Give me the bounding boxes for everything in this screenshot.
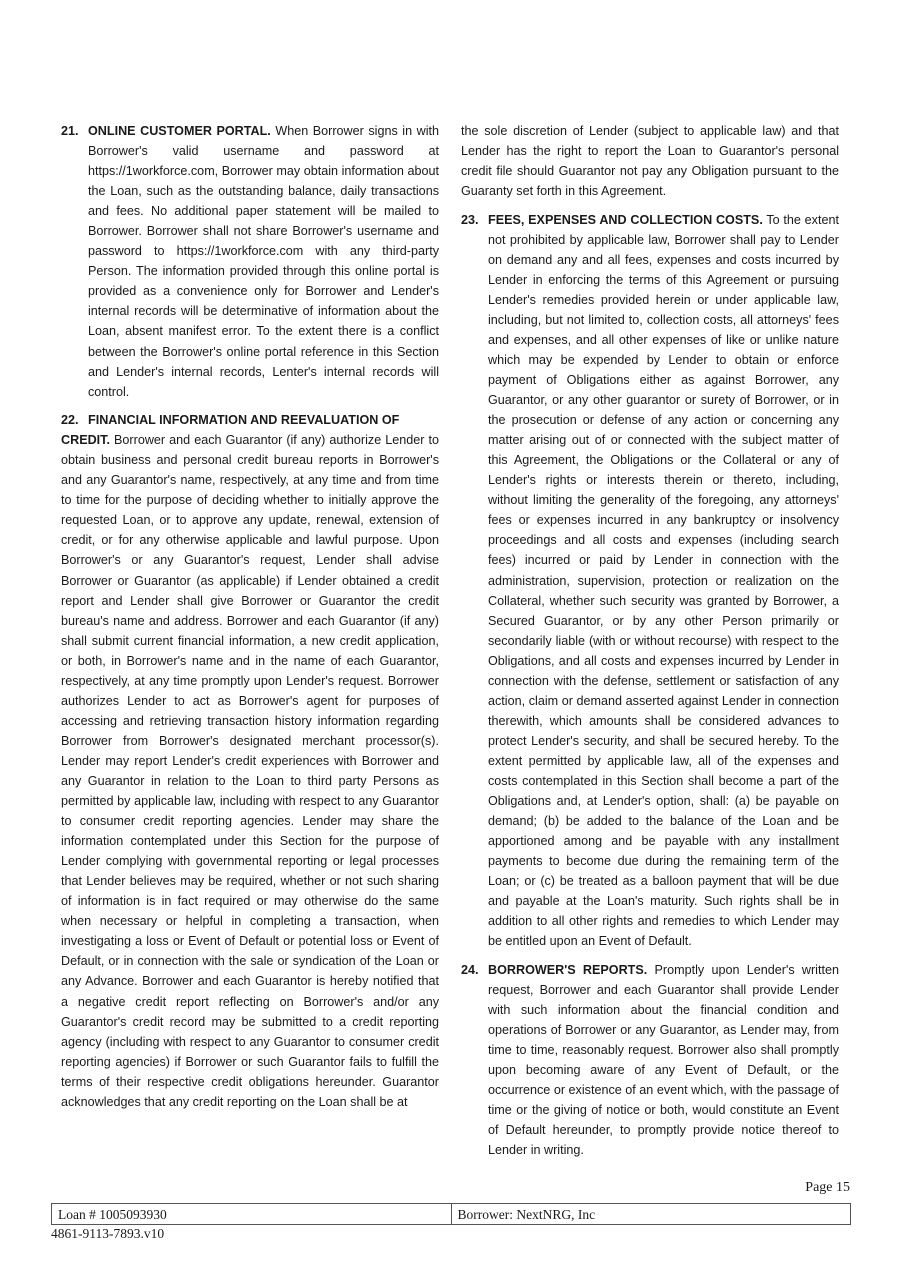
footer-table [51,1203,851,1225]
page-number: Page 15 [805,1180,850,1195]
section-heading: FEES, EXPENSES AND COLLECTION COSTS. [488,212,763,227]
section-heading: BORROWER'S REPORTS. [488,962,648,977]
section-body: Borrower and each Guarantor (if any) authorize Lender to obtain business and personal credit bureau reports in Borrower's and any Guarantor's name, respectively, at any time and from time to time for the purpose of deciding whether to initially approve the requested Loan, or to approve any update, renewal, extension of credit, or for any otherwise applicable and lawful purpose. Upon Borrower's or any Guarantor's request, Lender shall advise Borrower or Guarantor (as applicable) if Lender obtained a credit report and Lender shall give Borrower or Guarantor the credit bureau's name and address. Borrower and each Guarantor (if any) shall submit current financial information, a new credit application, or both, in Borrower's name and in the name of each Guarantor, respectively, at any time promptly upon Lender's request. Borrower authorizes Lender to act as Borrower's agent for purposes of accessing and retrieving transaction history information regarding Borrower from Borrower's designated merchant processor(s). Lender may report Lender's credit experiences with Borrower and any Guarantor in relation to the Loan to third party Persons as permitted by applicable law, including with respect to any Guarantor to consumer credit reporting agencies. Lender may share the information contemplated under this Section for the purpose of Lender complying with governmental reporting or legal processes that Lender believes may be required, whether or not such sharing of information is in fact required or may otherwise do the same when necessary or helpful in completing a transaction, when investigating a loss or Event of Default or potential loss or Event of Default, or in connection with the sale or syndication of the Loan or any Advance. Borrower and each Guarantor is hereby notified that a negative credit report reflecting on Borrower's and/or any Guarantor's credit record may be submitted to a credit reporting agency (including with respect to any Guarantor to consumer credit reporting agencies) if Borrower or such Guarantor fails to fulfill the terms of their respective credit obligations hereunder. Guarantor acknowledges that any credit reporting on the Loan shall be at [61,433,439,1109]
section-body: Promptly upon Lender's written request, Borrower and each Guarantor shall provide Lender with such information about the financial condition and operations of Borrower or any Guarantor, as Lender may, from time to time, reasonably request. Borrower also shall promptly upon becoming aware of any Event of Default, or the occurrence or existence of an event which, with the passage of time or the giving of notice or both, would constitute an Event of Default hereunder, to promptly provide notice thereof to Lender in writing. [488,962,839,1158]
section-number: 22. [61,413,79,428]
section-body: When Borrower signs in with Borrower's valid username and password at https://1workforce.com, Borrower may obtain information about the Loan, such as the outstanding balance, daily transactions and fees. No additional paper statement will be mailed to Borrower. Borrower shall not share Borrower's username and password to https://1workforce.com with any third-party Person. The information provided through this online portal is provided as a convenience only for Borrower and Lender's internal records will be determinative of information about the Loan, absent manifest error. To the extent there is a conflict between the Borrower's online portal reference in this Section and Lender's internal records, Lenter's internal records will control. [88,124,439,399]
section-body: To the extent not prohibited by applicable law, Borrower shall pay to Lender on demand any and all fees, expenses and costs incurred by Lender in enforcing the terms of this Agreement or pursuing Lender's remedies provided herein or under applicable law, including, but not limited to, collection costs, all attorneys' fees and expenses, and all other expenses of like or unlike nature which may be expended by Lender to obtain or enforce payment of Obligations either as against Borrower, any Guarantor, or any other guarantor or surety of Borrower, or in the prosecution or defense of any action or concerning any matter arising out of or connected with the subject matter of this Agreement, the Obligations or the Collateral or any of Lender's rights or interests therein or thereto, including, without limiting the generality of the foregoing, any attorneys' fees or expenses incurred in any bankruptcy or insolvency proceedings and all costs and expenses (including search fees) incurred or paid by Lender in connection with the administration, supervision, protection or realization on the Collateral, whether such security was granted by Borrower, a Secured Guarantor, or by any other Person primarily or secondarily liable (with or without recourse) with respect to the Obligations, and all costs and expenses incurred by Lender in connection with the defense, settlement or satisfaction of any action, claim or demand asserted against Lender in connection therewith, which amounts shall be considered advances to protect Lender's security, and shall be secured hereby. To the extent permitted by applicable law, all of the expenses and costs contemplated in this Section shall become a part of the Obligations and, at Lender's option, shall: (a) be payable on demand; (b) be added to the balance of the Loan and be apportioned among and be payable with any installment payments to become due during the remaining term of the Loan; or (c) be treated as a balloon payment that will be due and payable at the Loan's maturity. Such rights shall be in addition to all other rights and remedies to which Lender may be entitled upon an Event of Default. [488,212,839,949]
section-22-continuation: the sole discretion of Lender (subject to applicable law) and that Lender has the right to report the Loan to Guarantor's personal credit file should Guarantor not pay any Obligation pursuant to the Guaranty set forth in this Agreement. [461,124,839,199]
left-column [61,121,439,1120]
section-heading-line1: FINANCIAL INFORMATION AND REEVALUATION OF [88,413,400,428]
document-id: 4861-9113-7893.v10 [51,1226,165,1241]
right-column [461,121,839,1169]
section-23 [461,210,839,952]
section-body-paragraph [61,430,439,1112]
section-22 [61,410,439,1112]
section-heading [61,410,439,430]
section-number: 23. [461,212,479,227]
section-21 [61,121,439,402]
section-24 [461,960,839,1160]
borrower-name: Borrower: NextNRG, Inc [451,1204,851,1224]
section-heading: ONLINE CUSTOMER PORTAL. [88,124,271,138]
section-number: 21. [61,124,79,138]
section-number: 24. [461,962,479,977]
loan-number: Loan # 1005093930 [58,1207,167,1222]
section-heading-line2: CREDIT. [61,433,110,448]
